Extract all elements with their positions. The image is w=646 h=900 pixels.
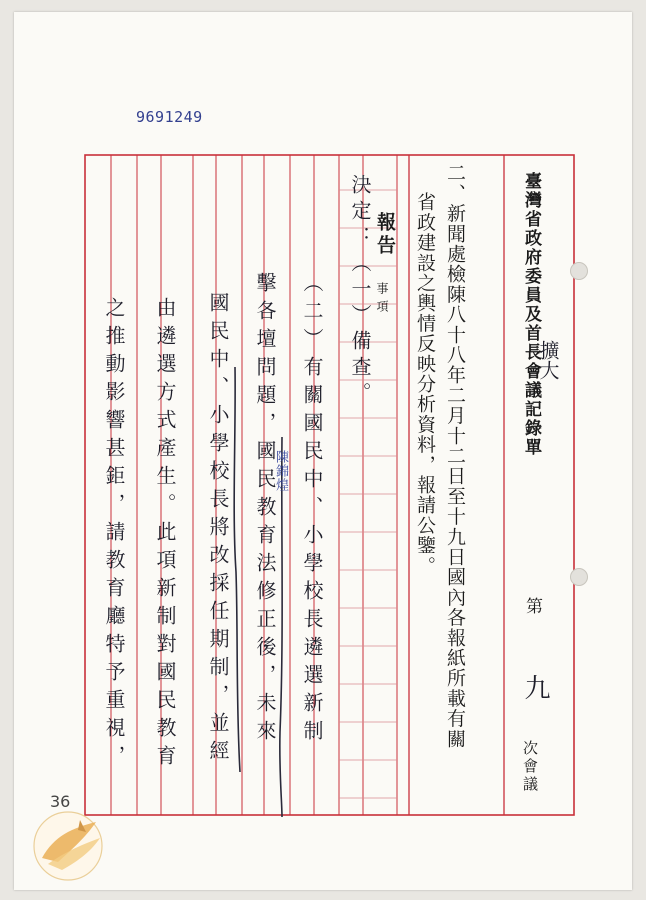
serial-number: 9691249 (136, 108, 203, 126)
item-line-1: 二、新聞處檢陳八十八年二月十二日至十九日國內各報紙所載有關 (444, 163, 466, 749)
archive-watermark-icon (28, 802, 120, 884)
margin-annotation: 陳錦煌 (273, 450, 288, 492)
decision-line-6: 之推動影響甚鉅，請教育廳特予重視， (102, 297, 126, 773)
form-title: 臺灣省政府委員及首長會議記錄單 (521, 172, 541, 457)
decision-line-5: 由遴選方式產生。此項新制對國民教育 (153, 297, 177, 773)
meeting-suffix: 次會議 (521, 740, 539, 794)
meeting-prefix: 第 (522, 597, 542, 614)
report-label: 報告 (374, 212, 396, 258)
decision-line-2: （二）有關國民中、小學校長遴選新制 (300, 272, 324, 748)
page-mark: 36 (50, 792, 71, 811)
decision-line-3: 擊各壇問題，國民教育法修正後，未來 (253, 272, 277, 748)
handwritten-note: 擴大 (536, 340, 560, 380)
punch-hole-bottom (570, 568, 588, 586)
meeting-number: 九 (520, 674, 550, 700)
document-page (14, 12, 632, 890)
decision-line-4: 國民中、小學校長將改採任期制，並經 (206, 292, 230, 768)
punch-hole-top (570, 262, 588, 280)
item-line-2: 省政建設之輿情反映分析資料，報請公鑒。 (414, 192, 436, 576)
matter-label: 事項 (375, 282, 389, 318)
decision-line-1: 決定：（一）備查。 (348, 174, 372, 408)
